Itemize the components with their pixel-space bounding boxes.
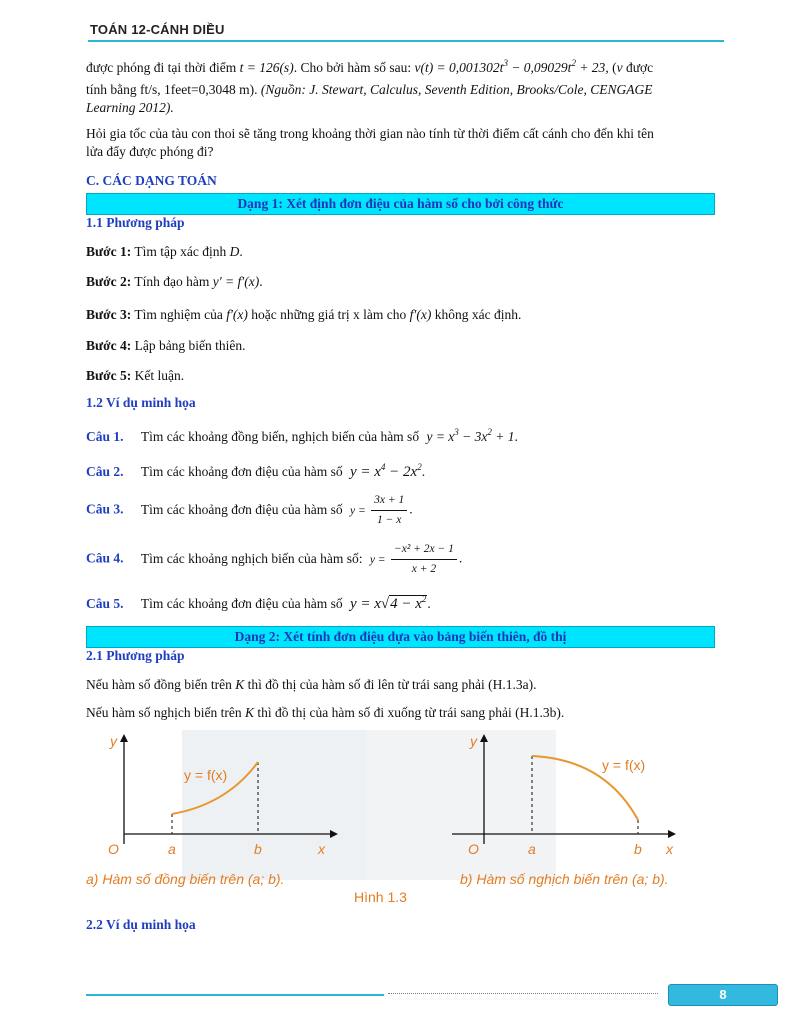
method-title: 1.1 Phương pháp [86,215,185,230]
origin-label: O [468,841,479,857]
y-label: y [110,733,117,749]
y-label: y [470,733,477,749]
x-label: x [666,841,673,857]
b-label: b [634,841,642,857]
question-line-2: lửa đẩy được phóng đi? [86,144,214,159]
velocity-equation: $v(t) = 0,001302t^3 - 0,09029t^2 + 23$ [414,58,606,75]
t-equation: t = 126(s) [239,60,294,75]
section-title: C. CÁC DẠNG TOÁN [86,173,217,188]
x-label: x [318,841,325,857]
example-title: 1.2 Ví dụ minh họa [86,395,196,410]
intro-line-2: tính bằng ft/s, 1feet=0,3048 m). (Nguồn: J. Stewart, Calculus, Seventh Edition, Brooks/Cole, CENGAGE [86,82,653,97]
header-divider [88,40,724,42]
question-2: Câu 2. Tìm các khoảng đơn điệu của hàm số $y = x^4 - 2x^2$. [86,462,426,480]
b-label: b [254,841,262,857]
dang1-banner: Dạng 1: Xét định đơn điệu của hàm số cho bởi công thức [86,193,715,215]
a-label: a [168,841,176,857]
figure-title: Hình 1.3 [354,889,407,905]
source-citation: (Nguồn: J. Stewart, Calculus, Seventh Edition, Brooks/Cole, CENGAGE [260,82,653,97]
dang2-line-1: Nếu hàm số đồng biến trên K thì đồ thị của hàm số đi lên từ trái sang phải (H.1.3a). [86,677,537,692]
question-3: Câu 3. Tìm các khoảng đơn điệu của hàm số y = $\frac{3x + 1}{1 - x}$ . [86,491,413,530]
dang2-banner: Dạng 2: Xét tính đơn điệu dựa vào bảng biến thiên, đồ thị [86,626,715,648]
dang2-line-2: Nếu hàm số nghịch biến trên K thì đồ thị của hàm số đi xuống từ trái sang phải (H.1.3b). [86,705,565,720]
example-title-2: 2.2 Ví dụ minh họa [86,917,196,932]
step-4: Bước 4: Lập bảng biến thiên. [86,338,246,353]
watermark-shape [366,730,556,880]
caption-b: b) Hàm số nghịch biến trên (a; b). [460,871,669,887]
footer-line [86,994,384,996]
footer-dots [388,993,658,994]
y-axis-arrow-icon [120,734,128,742]
question-1: Câu 1. Tìm các khoảng đồng biến, nghịch biến của hàm số $y = x^3 - 3x^2 + 1$. [86,427,518,444]
origin-label: O [108,841,119,857]
watermark-shape [182,730,382,880]
method-title-2: 2.1 Phương pháp [86,648,185,663]
curve-label: y = f(x) [602,757,646,773]
intro-text: . Cho bởi hàm số sau: [293,60,412,75]
curve-label: y = f(x) [184,767,228,783]
step-5: Bước 5: Kết luận. [86,368,185,383]
caption-a: a) Hàm số đồng biến trên (a; b). [86,871,285,887]
intro-text: được phóng đi tại thời điểm [86,60,237,75]
question-4: Câu 4. Tìm các khoảng nghịch biến của hàm số: y = $\frac{\text{−x² + 2x − 1}}{x + 2}$ . [86,540,462,579]
page-number: 8 [668,984,778,1006]
step-3: Bước 3: Tìm nghiệm của f′(x) hoặc những giá trị x làm cho f′(x) không xác định. [86,307,522,322]
step-2: Bước 2: Tính đạo hàm y′ = f′(x). [86,274,263,289]
a-label: a [528,841,536,857]
figure-1-3 [86,726,712,910]
intro-line-1: được phóng đi tại thời điểm t = 126(s). Cho bởi hàm số sau: $v(t) = 0,001302t^3 - 0,09029t^2 + 23$, (v được [86,58,654,75]
intro-line-3: Learning 2012). [86,100,174,115]
step-1: Bước 1: Tìm tập xác định D. [86,244,243,259]
question-line-1: Hỏi gia tốc của tàu con thoi sẽ tăng trong khoảng thời gian nào tính từ thời điểm cất cánh cho đến khi tên [86,126,654,141]
x-axis-arrow-icon [668,830,676,838]
question-5: Câu 5. Tìm các khoảng đơn điệu của hàm số $y = x√4 - x^2$. [86,594,431,612]
header-title: TOÁN 12-CÁNH DIỀU [90,22,225,37]
